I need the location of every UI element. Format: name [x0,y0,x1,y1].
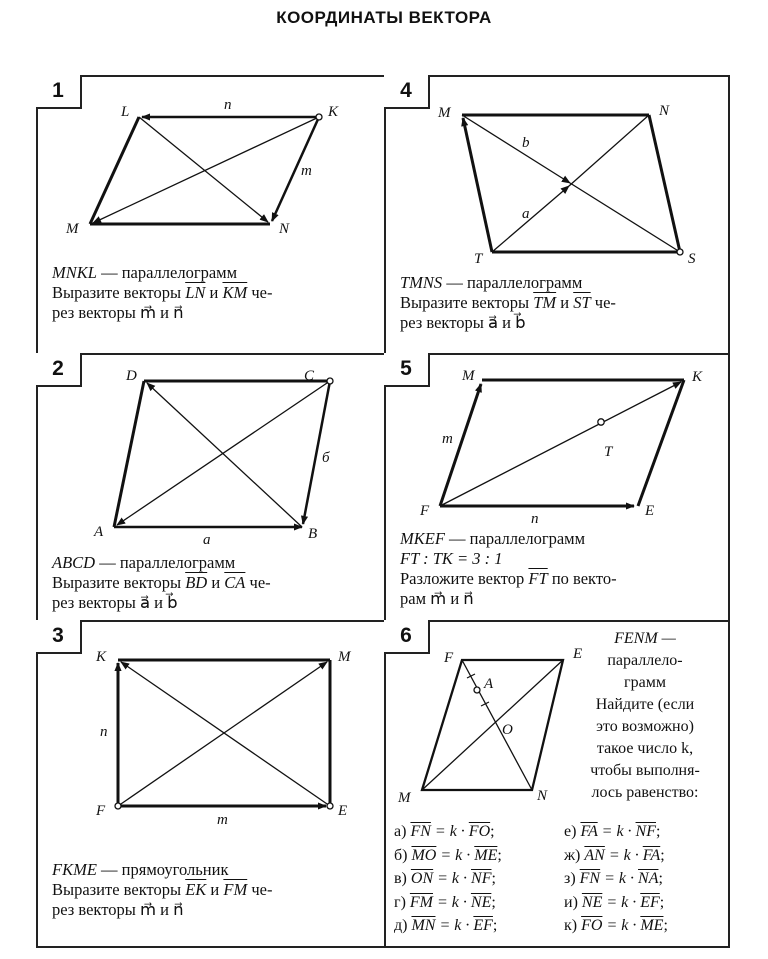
label-k: K [328,104,339,120]
point-c [327,378,333,384]
problem-1 [36,75,386,355]
diagonal-fn [462,660,532,790]
problem-number: 3 [36,620,82,654]
label-vec-n: n⃗ [531,511,551,527]
equation-row: к) $\overline{FO} = k \cdot \overline{ME}$; [564,917,668,934]
equation-row: е) $\overline{FA} = k \cdot \overline{NF}$; [564,823,661,840]
label-vec-b: b⃗ [522,135,542,151]
label-s: S [688,251,696,267]
label-vec-m: m⃗ [217,812,240,828]
side-ke [638,380,684,506]
problem-5 [384,353,730,622]
label-a: A [94,524,104,540]
problem-6 [384,620,730,948]
point-t [598,419,604,425]
diagonal-ca [117,381,330,525]
equation-row: а) $\overline{FN} = k \cdot \overline{FO}$; [394,823,495,840]
diagonal-km [93,117,319,223]
label-e: E [573,646,583,662]
problem-text: MKEF — параллелограмм FT : TK = 3 : 1 Разложите вектор $\overline{FT}$ по векто- рам m⃗ и n⃗ [400,529,617,608]
label-f: F [420,503,430,519]
equation-row: д) $\overline{MN} = k \cdot \overline{EF}$; [394,917,498,934]
label-n: N [659,103,670,119]
problem-number: 5 [384,353,430,387]
problem-3 [36,620,386,948]
label-k: K [96,649,107,665]
diagonal-ln [139,117,268,222]
label-d: D [126,368,137,384]
label-t: T [604,444,613,460]
problem-text: ABCD — параллелограмм Выразите векторы $\overline{BD}$ и $\overline{CA}$ че- рез векторы a⃗ и b⃗ [52,553,271,612]
problem-2 [36,353,386,622]
label-e: E [645,503,655,519]
side-ad [114,381,144,527]
vector-tm [463,118,492,252]
label-f: F [96,803,106,819]
label-m: M [462,368,475,384]
label-c: C [304,368,315,384]
label-t: T [474,251,483,267]
problem-number: 4 [384,75,430,109]
equation-row: ж) $\overline{AN} = k \cdot \overline{FA}$; [564,846,665,864]
label-a: A [484,676,494,692]
diagonal-tn-rest [569,115,649,186]
diagonal-ek [121,662,330,806]
label-vec-a: a⃗ [203,532,223,548]
problem-number: 1 [36,75,82,109]
label-vec-m: m⃗ [442,431,465,447]
problem-text: TMNS — параллелограмм Выразите векторы $\overline{TM}$ и $\overline{ST}$ че- рез векторы a⃗ и b⃗ [400,273,616,332]
label-m: M [438,105,451,121]
label-vec-a: a⃗ [522,206,542,222]
diagonal-ms-rest [570,183,680,252]
label-m: M [338,649,351,665]
equation-row: з) $\overline{FN} = k \cdot \overline{NA}$; [564,870,663,887]
equation-row: и) $\overline{NE} = k \cdot \overline{EF}$; [564,893,665,911]
problem-text: FKME — прямоугольник Выразите векторы $\overline{EK}$ и $\overline{FM}$ че- рез векторы m⃗ и n⃗ [52,860,273,919]
point-a [474,687,480,693]
diagonal-bd [147,383,302,527]
label-f: F [444,650,454,666]
point-e [327,803,333,809]
problem-text: MNKL — параллелограмм Выразите векторы $\overline{LN}$ и $\overline{KM}$ че- рез векторы m⃗ и n⃗ [52,263,273,322]
label-m: M [66,221,79,237]
label-n: N [279,221,290,237]
problem-number: 2 [36,353,82,387]
equation-row: в) $\overline{ON} = k \cdot \overline{NF}$; [394,870,496,887]
label-m: M [398,790,411,806]
side-ns [649,115,680,252]
label-e: E [338,803,348,819]
point-f [115,803,121,809]
page-title: КООРДИНАТЫ ВЕКТОРА [276,8,492,27]
vector-b [462,115,570,183]
label-n: N [537,788,548,804]
point-s [677,249,683,255]
label-vec-n: n⃗ [224,97,244,113]
label-vec-n: n⃗ [100,724,120,740]
label-vec-b: б [322,450,330,466]
equation-row: б) $\overline{MO} = k \cdot \overline{ME}$; [394,846,502,864]
equation-row: г) $\overline{FM} = k \cdot \overline{NE}$; [394,893,496,911]
label-b: B [308,526,318,542]
equations-left [394,820,502,938]
problem-4 [384,75,730,355]
point-k [316,114,322,120]
diagonal-fm [118,662,327,806]
problem-side-text: FENM — параллело- грамм Найдите (если это возможно) такое число k, чтобы выполня- лось равенство: [590,630,700,801]
label-o: O [502,722,513,738]
equations-right [564,820,668,938]
side-lm [90,117,139,224]
label-vec-m: m⃗ [301,163,324,179]
label-k: K [692,369,703,385]
problem-number: 6 [384,620,430,654]
label-l: L [121,104,130,120]
